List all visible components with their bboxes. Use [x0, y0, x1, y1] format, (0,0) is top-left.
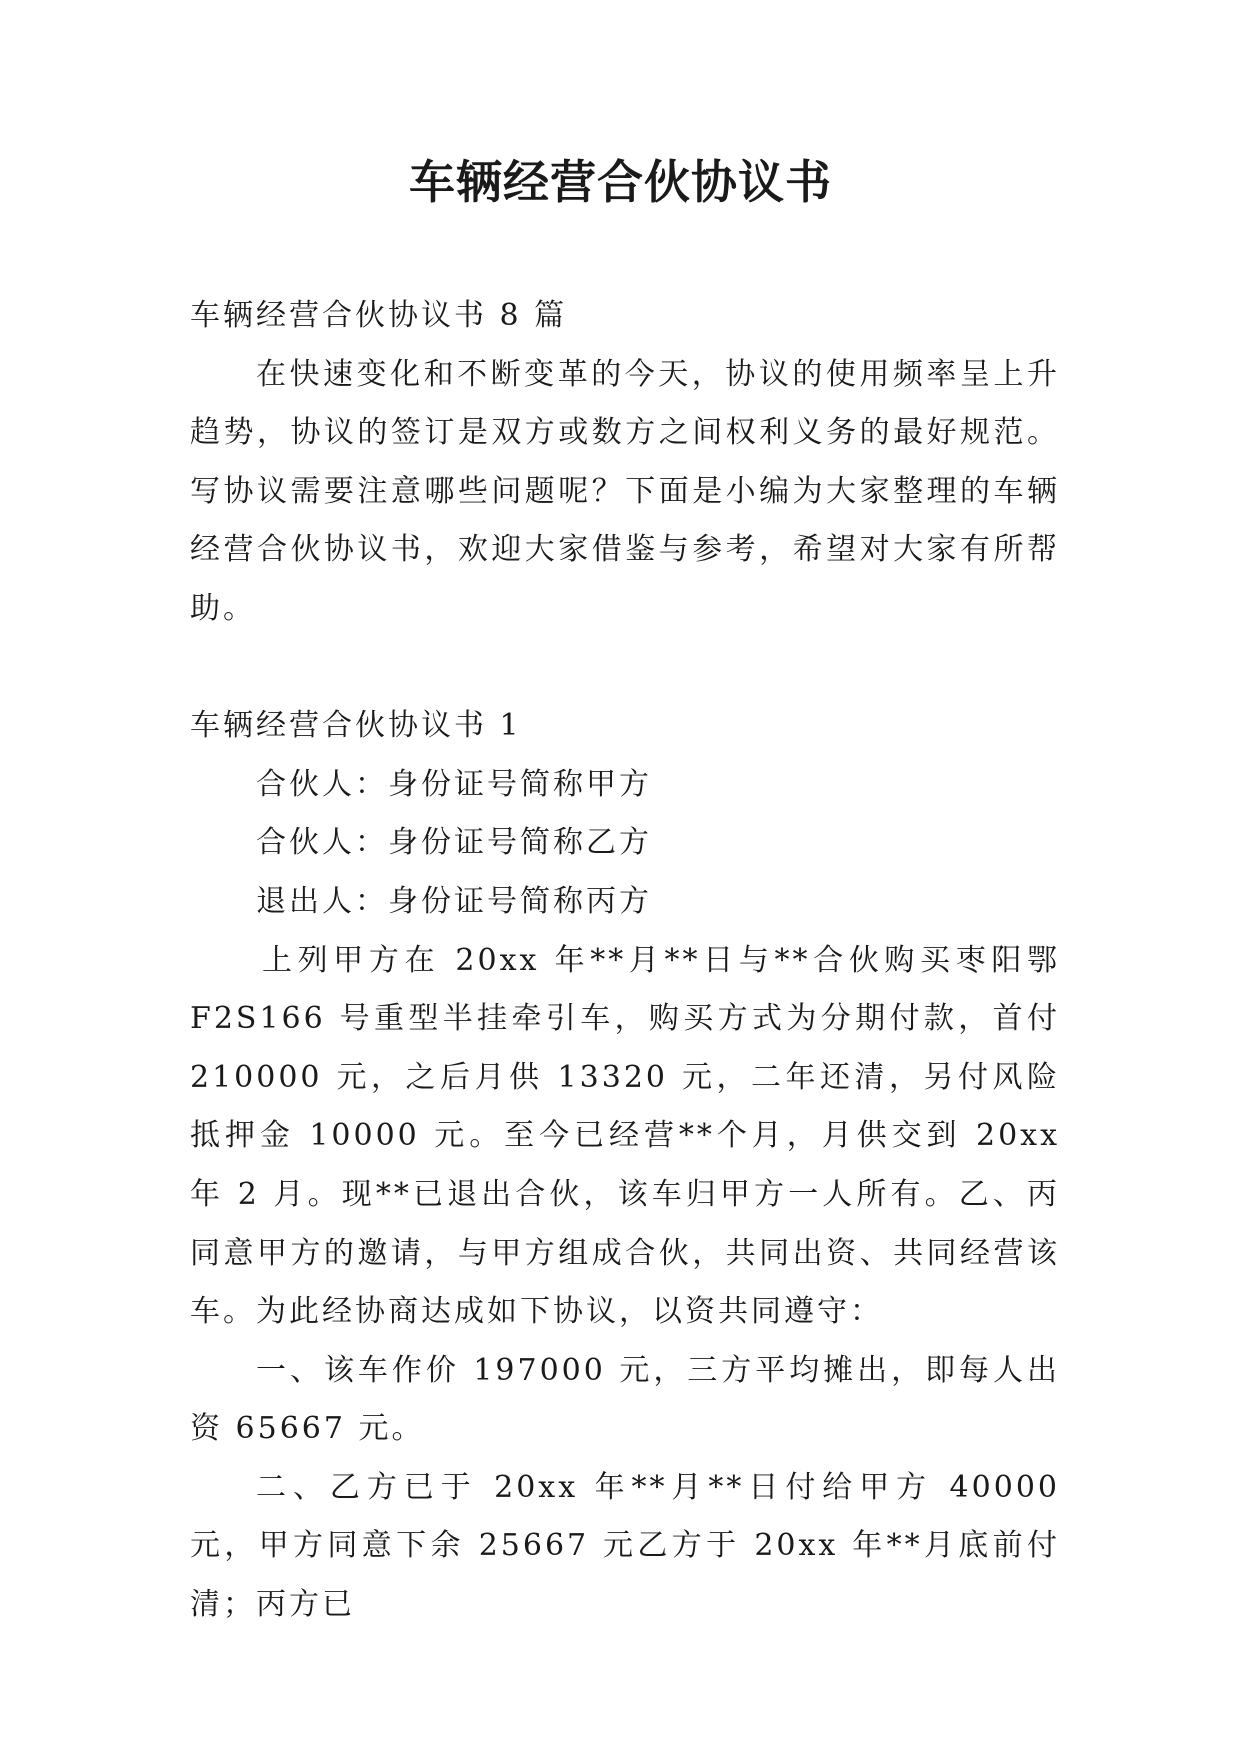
section-heading: 车辆经营合伙协议书 1 [190, 708, 522, 744]
body-paragraph: 上列甲方在 20xx 年**月**日与**合伙购买枣阳鄂 F2S166 号重型半挂牵引车，购买方式为分期付款，首付 210000 元，之后月供 13320 元，二年还清，另付风险抵押金 10000 元。至今已经营**个月，月供交到 20xx 年 2 月。现**已退出合伙，该车归甲方一人所有。乙、丙同意甲方的邀请，与甲方组成合伙，共同出资、共同经营该车。为此经协商达成如下协议，以资共同遵守： [190, 942, 1060, 1330]
document-subtitle: 车辆经营合伙协议书 8 篇 [190, 298, 568, 333]
body-paragraph: 一、该车作价 197000 元，三方平均摊出，即每人出资 65667 元。 [190, 1352, 1060, 1447]
party-line: 合伙人：身份证号简称甲方 [256, 766, 652, 802]
document-body [190, 287, 1060, 1635]
document-title: 车辆经营合伙协议书 [409, 155, 832, 209]
party-line: 合伙人：身份证号简称乙方 [256, 825, 652, 861]
section-spacer [190, 639, 1060, 698]
party-line: 退出人：身份证号简称丙方 [256, 883, 652, 919]
intro-paragraph: 在快速变化和不断变革的今天，协议的使用频率呈上升趋势，协议的签订是双方或数方之间权利义务的最好规范。写协议需要注意哪些问题呢？下面是小编为大家整理的车辆经营合伙协议书，欢迎大家借鉴与参考，希望对大家有所帮助。 [190, 356, 1060, 626]
body-paragraph: 二、乙方已于 20xx 年**月**日付给甲方 40000 元，甲方同意下余 25667 元乙方于 20xx 年**月底前付清；丙方已 [190, 1469, 1060, 1623]
